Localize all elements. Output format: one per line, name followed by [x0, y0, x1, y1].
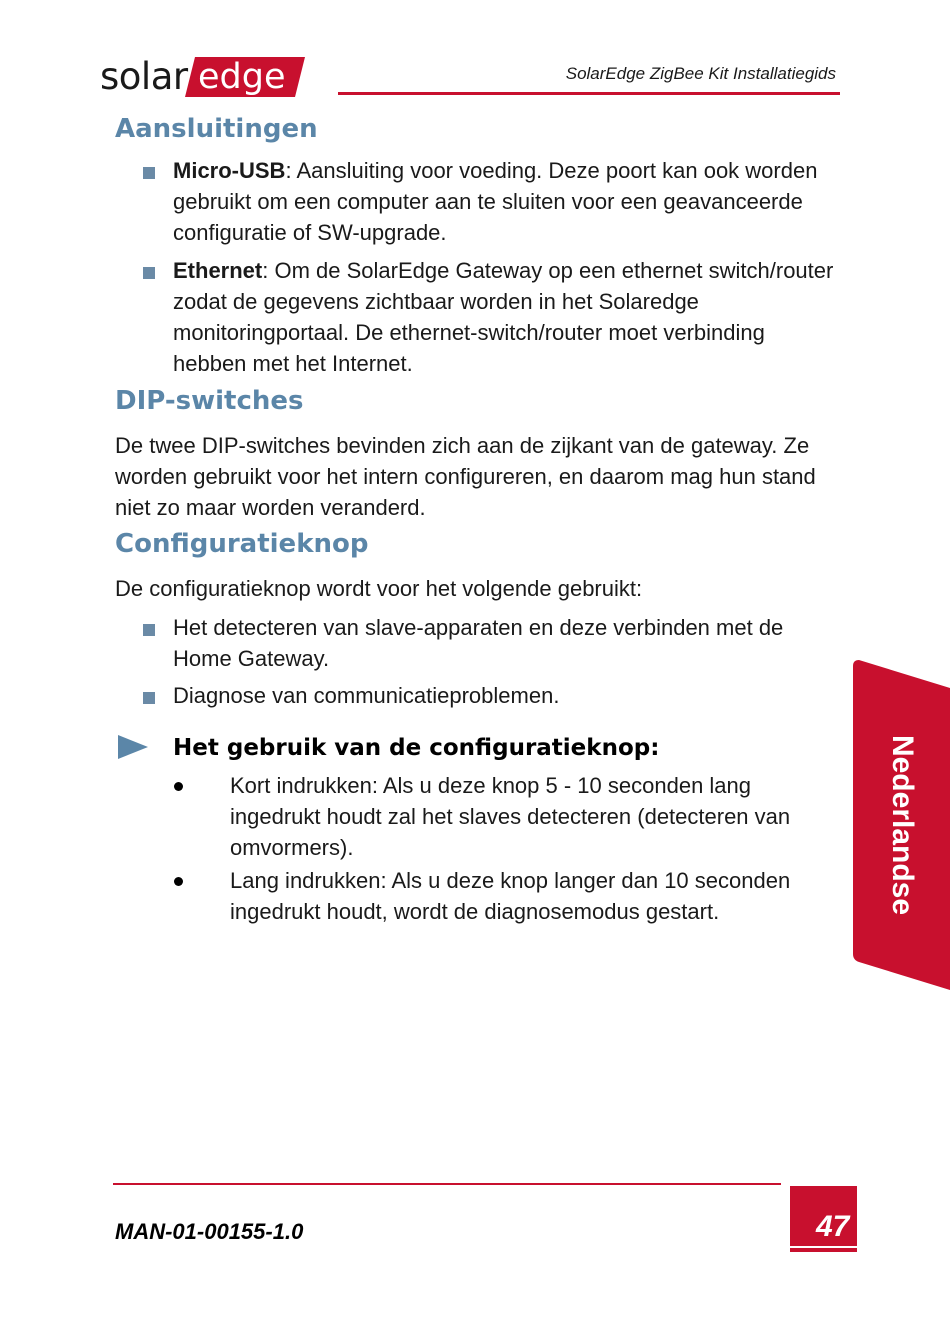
- term-ethernet: Ethernet: [173, 258, 263, 283]
- square-bullet-icon: [143, 624, 155, 636]
- logo-edge-box: [185, 57, 304, 97]
- procedure-step-short-press: Kort indrukken: Als u deze knop 5 - 10 seconden lang ingedrukt houdt zal het slaves detecteren (detecteren van omvormers).: [230, 773, 791, 860]
- document-title: SolarEdge ZigBee Kit Installatiegids: [565, 64, 836, 83]
- list-item-diagnose: Diagnose van communicatieproblemen.: [173, 683, 560, 708]
- footer-rule: [113, 1183, 781, 1185]
- heading-aansluitingen: Aansluitingen: [115, 114, 318, 144]
- square-bullet-icon: [143, 267, 155, 279]
- language-side-tab: [853, 660, 950, 990]
- heading-configuratieknop: Configuratieknop: [115, 529, 369, 559]
- term-micro-usb: Micro-USB: [173, 158, 286, 183]
- paragraph-config-intro: De configuratieknop wordt voor het volgende gebruikt:: [115, 576, 643, 601]
- list-item-micro-usb: [173, 155, 843, 248]
- logo-text-edge: edge: [197, 57, 286, 97]
- side-tab-label: Nederlandse: [885, 734, 919, 916]
- page-number: 47: [816, 1210, 850, 1243]
- dot-bullet-icon: [174, 877, 183, 886]
- list-item-detect-slaves: Het detecteren van slave-apparaten en deze verbinden met de Home Gateway.: [173, 615, 784, 671]
- square-bullet-icon: [143, 167, 155, 179]
- header-rule: [338, 92, 840, 95]
- procedure-step-long-press: Lang indrukken: Als u deze knop langer dan 10 seconden ingedrukt houdt, wordt de diagnosemodus gestart.: [230, 868, 791, 924]
- document-code: MAN-01-00155-1.0: [115, 1219, 304, 1244]
- solaredge-logo: [100, 55, 299, 99]
- procedure-title: Het gebruik van de configuratieknop:: [173, 735, 660, 761]
- procedure-arrow-icon: [118, 735, 148, 759]
- logo-text-solar: solar: [100, 55, 188, 98]
- square-bullet-icon: [143, 692, 155, 704]
- desc-micro-usb: : Aansluiting voor voeding. Deze poort kan ook worden gebruikt om een computer aan te sluiten voor een geavanceerde configuratie of SW-upgrade.: [173, 158, 818, 245]
- heading-dip-switches: DIP-switches: [115, 386, 304, 416]
- dot-bullet-icon: [174, 782, 183, 791]
- page-number-box: [790, 1186, 857, 1252]
- paragraph-dip-switches: De twee DIP-switches bevinden zich aan de zijkant van de gateway. Ze worden gebruikt voor het intern configureren, en daarom mag hun stand niet zo maar worden veranderd.: [115, 433, 816, 520]
- desc-ethernet: : Om de SolarEdge Gateway op een ethernet switch/router zodat de gegevens zichtbaar worden in het Solaredge monitoringportaal. De ethernet-switch/router moet verbinding hebben met het Internet.: [173, 258, 834, 376]
- list-item-ethernet: [173, 255, 843, 379]
- page-number-underline: [790, 1246, 857, 1248]
